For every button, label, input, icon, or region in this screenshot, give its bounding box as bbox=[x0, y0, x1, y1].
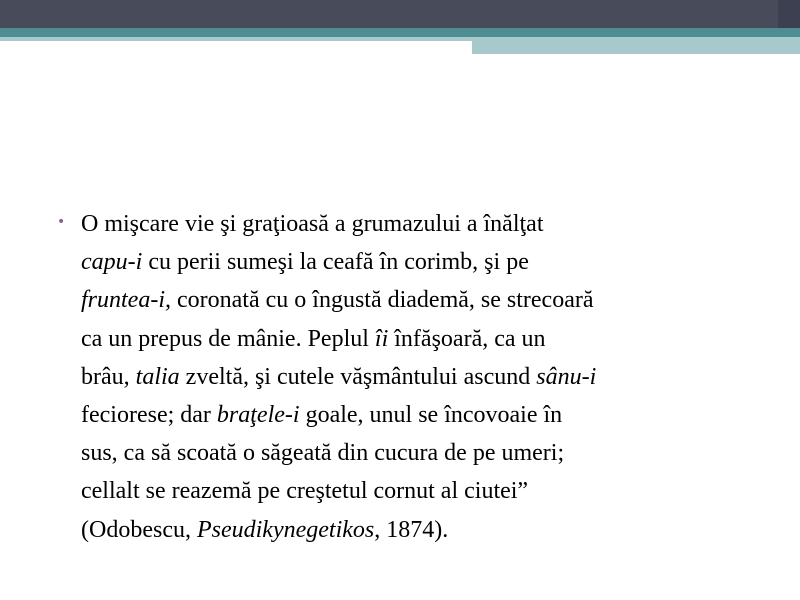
header-light-stripe bbox=[0, 37, 472, 41]
text-line bbox=[81, 205, 771, 243]
text-segment: cellalt se reazemă pe creştetul cornut al ciutei” bbox=[81, 478, 529, 505]
italic-text-segment: sânu-i bbox=[536, 363, 597, 390]
text-line bbox=[81, 281, 771, 319]
text-line bbox=[81, 358, 771, 396]
text-line bbox=[81, 434, 771, 472]
italic-text-segment: fruntea-i, bbox=[81, 287, 171, 314]
text-line bbox=[81, 320, 771, 358]
text-line bbox=[81, 396, 771, 434]
text-line bbox=[81, 511, 771, 549]
italic-text-segment: îi bbox=[374, 325, 389, 352]
text-segment: (Odobescu, bbox=[81, 516, 197, 543]
text-line bbox=[81, 472, 771, 510]
text-line bbox=[81, 243, 771, 281]
text-segment: cu perii sumeşi la ceafă în corimb, şi pe bbox=[142, 249, 529, 276]
text-segment: brâu, bbox=[81, 363, 136, 390]
quote-paragraph bbox=[81, 205, 771, 549]
text-segment: zveltă, şi cutele văşmântului ascund bbox=[179, 363, 537, 390]
text-segment: goale, unul se încovoaie în bbox=[299, 402, 563, 429]
italic-text-segment: talia bbox=[135, 363, 180, 390]
text-segment: , 1874). bbox=[374, 516, 449, 543]
text-segment: O mişcare vie şi graţioasă a grumazului a înălţat bbox=[81, 211, 544, 237]
bullet-icon: • bbox=[57, 214, 66, 230]
text-segment: înfăşoară, ca un bbox=[388, 325, 546, 352]
header-accent-stripe bbox=[0, 28, 800, 37]
header-light-stripe-tab bbox=[472, 37, 800, 54]
italic-text-segment: braţele-i bbox=[216, 402, 300, 429]
header-bar-corner bbox=[778, 0, 800, 28]
text-segment: feciorese; dar bbox=[81, 402, 217, 429]
italic-text-segment: capu-i bbox=[81, 249, 143, 276]
header-bar bbox=[0, 0, 778, 28]
text-segment: coronată cu o îngustă diademă, se strecoară bbox=[171, 287, 594, 314]
italic-text-segment: Pseudikynegetikos bbox=[196, 516, 375, 543]
text-segment: sus, ca să scoată o săgeată din cucura de pe umeri; bbox=[81, 440, 565, 467]
text-segment: ca un prepus de mânie. Peplul bbox=[81, 325, 375, 352]
